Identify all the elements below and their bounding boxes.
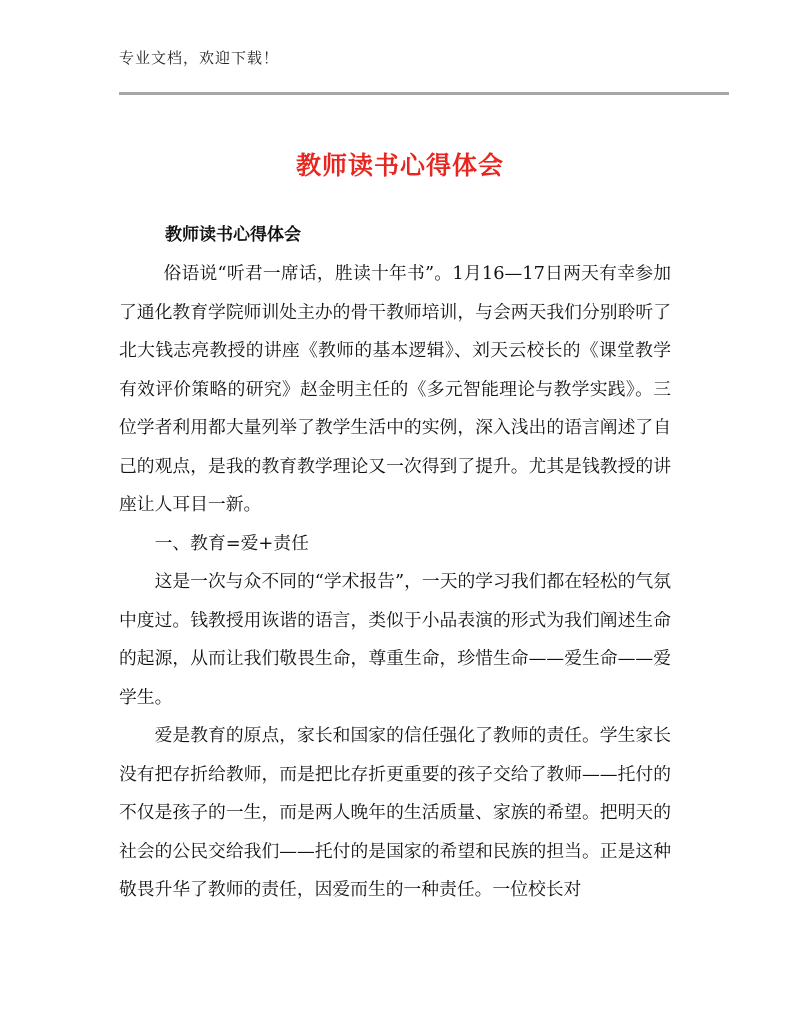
page-header-text: 专业文档，欢迎下载！ bbox=[119, 49, 280, 67]
paragraph-lecture: 这是一次与众不同的“学术报告”，一天的学习我们都在轻松的气氛中度过。钱教授用诙谐的语言，类似于小品表演的形式为我们阐述生命的起源，从而让我们敬畏生命，尊重生命，珍惜生命——爱生命——爱学生。 bbox=[119, 571, 671, 708]
document-title: 教师读书心得体会 bbox=[295, 151, 504, 180]
document-body bbox=[119, 255, 671, 910]
paragraph-love-responsibility: 爱是教育的原点，家长和国家的信任强化了教师的责任。学生家长没有把存折给教师，而是把比存折更重要的孩子交给了教师——托付的不仅是孩子的一生，而是两人晚年的生活质量、家族的希望。把明天的社会的公民交给我们——托付的是国家的希望和民族的担当。正是这种敬畏升华了教师的责任，因爱而生的一种责任。一位校长对 bbox=[119, 725, 671, 900]
document-subtitle: 教师读书心得体会 bbox=[165, 225, 301, 245]
paragraph-intro: 俗语说“听君一席话，胜读十年书”。1月16—17日两天有幸参加了通化教育学院师训处主办的骨干教师培训，与会两天我们分别聆听了北大钱志亮教授的讲座《教师的基本逻辑》、刘天云校长的《课堂教学有效评价策略的研究》赵金明主任的《多元智能理论与教学实践》。三位学者利用都大量列举了教学生活中的实例，深入浅出的语言阐述了自己的观点，是我的教育教学理论又一次得到了提升。尤其是钱教授的讲座让人耳目一新。 bbox=[119, 263, 671, 515]
section-heading: 一、教育=爱+责任 bbox=[154, 532, 309, 554]
header-divider bbox=[119, 92, 729, 95]
